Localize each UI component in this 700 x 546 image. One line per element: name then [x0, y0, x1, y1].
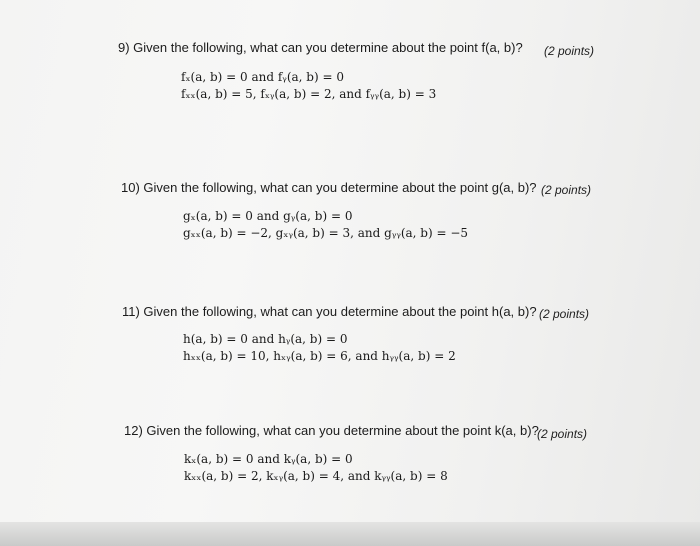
second-derivatives-line: fₓₓ(a, b) = 5, fₓᵧ(a, b) = 2, and fᵧᵧ(a, b) = 3: [181, 87, 437, 101]
problem-9: [0, 0, 700, 130]
first-derivatives-line: kₓ(a, b) = 0 and kᵧ(a, b) = 0: [184, 452, 353, 466]
first-derivatives-line: h(a, b) = 0 and hᵧ(a, b) = 0: [183, 332, 348, 346]
question-text: 11) Given the following, what can you determine about the point h(a, b)?: [122, 304, 537, 319]
first-derivatives-line: gₓ(a, b) = 0 and gᵧ(a, b) = 0: [183, 209, 353, 223]
problem-10: [0, 170, 700, 270]
points-label: (2 points): [541, 183, 592, 197]
points-label: (2 points): [539, 307, 590, 321]
problem-12: [0, 415, 700, 515]
question-text: 10) Given the following, what can you determine about the point g(a, b)?: [121, 180, 537, 195]
given-conditions: [181, 69, 436, 103]
second-derivatives-line: gₓₓ(a, b) = −2, gₓᵧ(a, b) = 3, and gᵧᵧ(a, b) = −5: [183, 226, 469, 240]
points-label: (2 points): [537, 427, 588, 441]
second-derivatives-line: hₓₓ(a, b) = 10, hₓᵧ(a, b) = 6, and hᵧᵧ(a, b) = 2: [183, 349, 456, 363]
problem-11: [0, 295, 700, 395]
second-derivatives-line: kₓₓ(a, b) = 2, kₓᵧ(a, b) = 4, and kᵧᵧ(a, b) = 8: [184, 469, 448, 483]
question-text: 9) Given the following, what can you determine about the point f(a, b)?: [118, 40, 523, 55]
first-derivatives-line: fₓ(a, b) = 0 and fᵧ(a, b) = 0: [181, 70, 344, 84]
question-text: 12) Given the following, what can you determine about the point k(a, b)?: [124, 423, 539, 438]
given-conditions: [183, 331, 456, 365]
given-conditions: [183, 208, 468, 242]
page-bottom-edge: [0, 522, 700, 546]
points-label: (2 points): [544, 44, 595, 58]
given-conditions: [184, 451, 448, 485]
